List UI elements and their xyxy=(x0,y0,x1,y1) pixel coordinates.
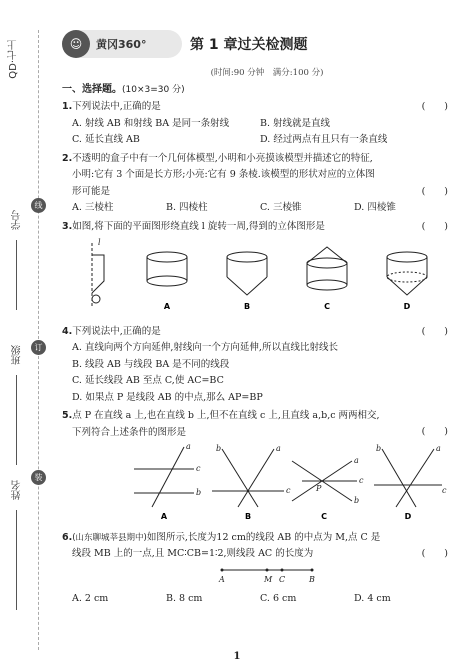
svg-text:c: c xyxy=(286,486,291,495)
answer-blank[interactable]: ( ) xyxy=(421,426,448,437)
question-3 xyxy=(62,219,448,322)
solid-d[interactable] xyxy=(387,252,427,295)
name-label: 姓名 xyxy=(12,480,23,500)
page-title: 第 1 章过关检测题 xyxy=(190,37,308,53)
question-area xyxy=(62,80,448,608)
section-heading xyxy=(62,80,448,95)
option-d[interactable]: D. 经过两点有且只有一条直线 xyxy=(260,134,388,145)
question-4 xyxy=(62,324,448,407)
exam-meta: (时间:90 分钟 满分:100 分) xyxy=(210,68,324,78)
svg-text:c: c xyxy=(442,486,447,495)
section-points: (10×3=30 分) xyxy=(122,85,185,95)
point-c-label: C xyxy=(279,574,286,584)
question-number: 2. xyxy=(62,152,73,164)
question-line-2: 下列符合上述条件的图形是 xyxy=(72,426,187,438)
question-number: 4. xyxy=(62,325,73,337)
name-line xyxy=(16,510,17,610)
question-number: 3. xyxy=(62,220,73,232)
option-c[interactable]: C. 6 cm xyxy=(260,593,297,604)
question-line-1: 不透明的盒子中有一个几何体模型,小明和小亮摸该模型并描述它的特征, xyxy=(72,152,373,164)
svg-text:a: a xyxy=(276,444,281,453)
svg-text:P: P xyxy=(316,484,322,493)
page-number: 1 xyxy=(233,651,241,662)
option-d[interactable]: D. 4 cm xyxy=(354,593,391,604)
question-line-2: 线段 MB 上的一点,且 MC∶CB=1∶2,则线段 AC 的长度为 xyxy=(72,548,314,559)
option-c[interactable]: C. 三棱锥 xyxy=(260,202,302,213)
student-id-label: 学号 xyxy=(12,210,23,230)
svg-text:b: b xyxy=(376,444,382,453)
question-line-1: 点 P 在直线 a 上,也在直线 b 上,但不在直线 c 上,且直线 a,b,c 两两相交, xyxy=(72,410,380,421)
svg-text:b: b xyxy=(196,488,202,497)
svg-text:c: c xyxy=(196,464,201,473)
solid-c[interactable] xyxy=(307,247,347,290)
axis-label: l xyxy=(98,238,101,247)
option-c[interactable]: C. 延长线段 AB 至点 C,使 AC=BC xyxy=(72,375,224,386)
question-stem: 下列说法中,正确的是 xyxy=(72,101,161,112)
figure-label-b: B xyxy=(243,302,251,311)
option-a[interactable]: A. 2 cm xyxy=(72,593,109,604)
plane-figure xyxy=(92,238,104,307)
svg-text:b: b xyxy=(216,444,222,453)
brand-text: 黄冈360° xyxy=(96,38,147,51)
binding-mark-staple: 订 xyxy=(31,340,46,355)
question-1 xyxy=(62,99,448,149)
answer-blank[interactable]: ( ) xyxy=(421,101,448,112)
figure-c[interactable] xyxy=(292,456,364,505)
svg-text:a: a xyxy=(354,456,359,465)
point-m-label: M xyxy=(264,574,273,584)
option-d[interactable]: D. 如果点 P 是线段 AB 的中点,那么 AP=BP xyxy=(72,391,263,403)
question-stem: 如图,将下面的平面图形绕直线 l 旋转一周,得到的立体图形是 xyxy=(72,220,325,232)
option-d[interactable]: D. 四棱锥 xyxy=(354,202,396,213)
question-5 xyxy=(62,408,448,528)
segment-figure xyxy=(62,563,448,585)
class-line xyxy=(16,375,17,465)
figure-label-d: D xyxy=(404,512,412,521)
figure-label-c: C xyxy=(324,302,330,311)
option-a[interactable]: A. 射线 AB 和射线 BA 是同一条射线 xyxy=(72,117,230,129)
answer-blank[interactable]: ( ) xyxy=(421,325,448,337)
svg-text:a: a xyxy=(186,442,191,451)
question-line-2: 小明:它有 3 个面是长方形;小亮:它有 9 条棱.该模型的形状对应的立体图 xyxy=(72,169,375,180)
student-id-line xyxy=(16,240,17,310)
solid-b[interactable] xyxy=(227,252,267,295)
option-a[interactable]: A. 三棱柱 xyxy=(72,202,114,213)
answer-blank[interactable]: ( ) xyxy=(421,220,448,232)
figure-label-d: D xyxy=(403,302,411,311)
rotation-figures xyxy=(62,235,448,315)
svg-text:a: a xyxy=(436,444,441,453)
figure-label-b: B xyxy=(244,512,252,521)
option-c[interactable]: C. 延长直线 AB xyxy=(72,134,140,145)
question-6 xyxy=(62,530,448,608)
binding-mark-bind: 装 xyxy=(31,470,46,485)
question-line-1: 如图所示,长度为12 cm的线段 AB 的中点为 M,点 C 是 xyxy=(146,531,381,543)
figure-label-a: A xyxy=(160,512,168,521)
question-number: 6. xyxy=(62,531,73,543)
figure-d[interactable] xyxy=(374,444,447,507)
question-number: 1. xyxy=(62,101,73,112)
edition-label: QD·七上 xyxy=(8,40,19,79)
answer-blank[interactable]: ( ) xyxy=(421,547,448,559)
binding-mark-line: 线 xyxy=(31,198,46,213)
option-b[interactable]: B. 8 cm xyxy=(166,593,203,604)
question-number: 5. xyxy=(62,410,73,421)
option-b[interactable]: B. 线段 AB 与线段 BA 是不同的线段 xyxy=(72,358,230,370)
line-figures xyxy=(62,441,448,521)
section-label: 一、选择题。 xyxy=(62,84,122,95)
figure-b[interactable] xyxy=(212,444,291,507)
point-b-label: B xyxy=(309,574,315,584)
question-source: (山东聊城莘县期中) xyxy=(72,532,147,543)
point-a-label: A xyxy=(219,574,225,584)
option-b[interactable]: B. 射线就是直线 xyxy=(260,117,331,129)
binding-strip xyxy=(0,0,52,671)
svg-text:b: b xyxy=(354,496,360,505)
brand-badge xyxy=(62,30,182,58)
question-line-3: 形可能是 xyxy=(72,185,111,197)
solid-a[interactable] xyxy=(147,252,187,286)
question-stem: 下列说法中,正确的是 xyxy=(72,325,161,337)
figure-label-a: A xyxy=(163,302,171,311)
option-a[interactable]: A. 直线向两个方向延伸,射线向一个方向延伸,所以直线比射线长 xyxy=(72,342,338,353)
class-label: 班级 xyxy=(12,345,23,365)
option-b[interactable]: B. 四棱柱 xyxy=(166,202,208,213)
mascot-icon: ☺ xyxy=(62,30,90,58)
question-2 xyxy=(62,151,448,217)
figure-label-c: C xyxy=(321,512,327,521)
svg-text:c: c xyxy=(359,476,364,485)
figure-a[interactable] xyxy=(134,442,201,507)
answer-blank[interactable]: ( ) xyxy=(421,185,448,197)
